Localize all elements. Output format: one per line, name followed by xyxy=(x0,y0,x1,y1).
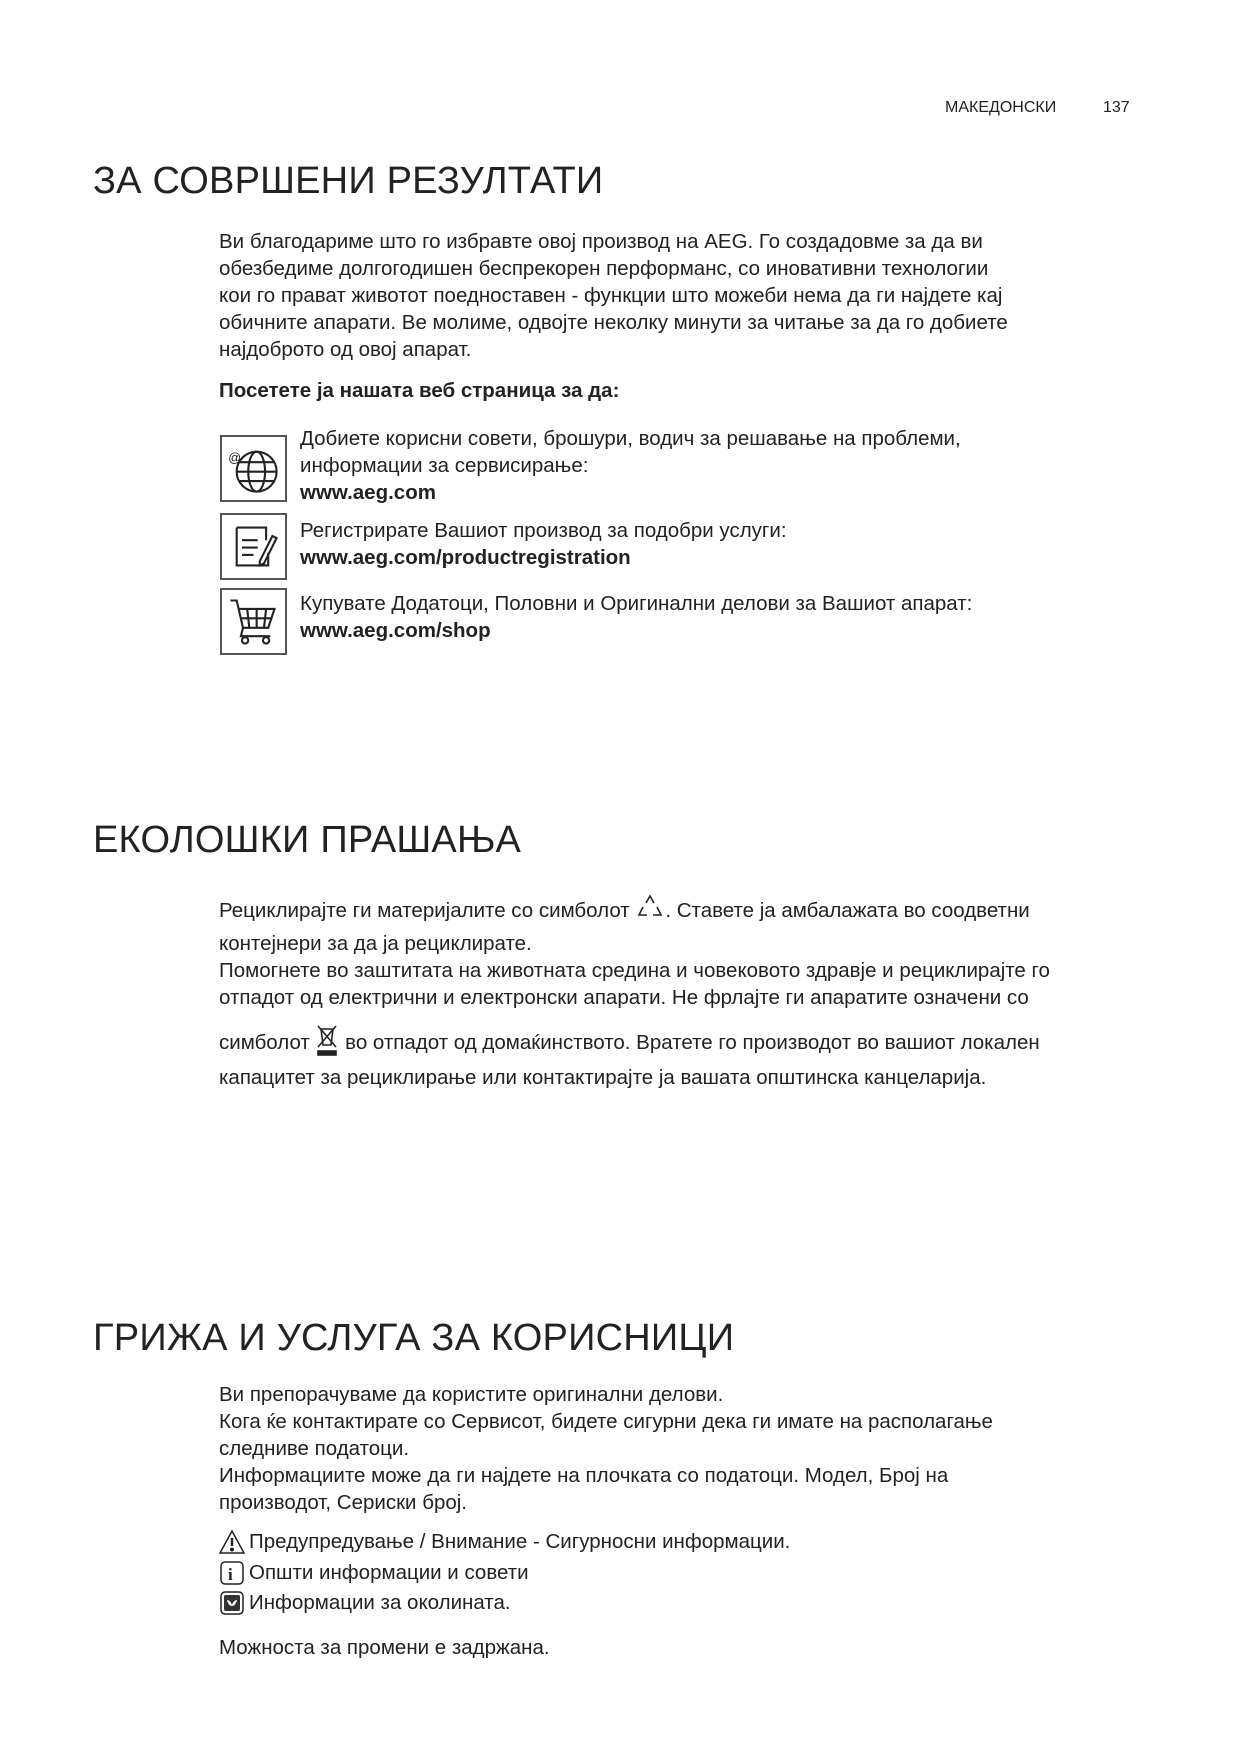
svg-text:@: @ xyxy=(228,451,242,466)
section-title-customer-care: ГРИЖА И УСЛУГА ЗА КОРИСНИЦИ xyxy=(93,1317,735,1359)
changes-reserved: Можноста за промени е задржана. xyxy=(219,1636,550,1659)
page-number: 137 xyxy=(1103,99,1130,116)
globe-icon xyxy=(220,435,287,502)
crossed-bin-icon xyxy=(315,1023,339,1064)
section-title-environment: ЕКОЛОШКИ ПРАШАЊА xyxy=(93,819,522,861)
warning-icon xyxy=(219,1529,245,1555)
link-item-support: Добиете корисни совети, брошури, водич за решавање на проблеми, информации за сервисирање: www.aeg.com xyxy=(300,427,961,504)
header-language: МАКЕДОНСКИ xyxy=(945,99,1057,116)
link-item-registration: Регистрирате Вашиот производ за подобри услуги: www.aeg.com/productregistration xyxy=(300,519,787,569)
recycle-icon xyxy=(635,893,665,930)
symbol-info-row: i Општи информации и совети xyxy=(219,1559,529,1586)
link-product-registration[interactable]: www.aeg.com/productregistration xyxy=(300,546,631,569)
visit-label: Посетете ја нашата веб страница за да: xyxy=(219,379,620,402)
svg-text:i: i xyxy=(228,1564,233,1584)
symbol-environment-row: Информации за околината. xyxy=(219,1589,511,1616)
section-title-perfect-results: ЗА СОВРШЕНИ РЕЗУЛТАТИ xyxy=(93,160,604,202)
registration-icon xyxy=(220,513,287,580)
symbol-warning-row: Предупредување / Внимание - Сигурносни информации. xyxy=(219,1528,790,1555)
info-icon xyxy=(219,1560,245,1586)
shopping-cart-icon xyxy=(220,588,287,655)
environment-paragraph: Рециклирајте ги материјалите со симболот . Ставете ја амбалажата во соодветни контејнери за да ја рециклирате. Помогнете во заштитата на животната средина и човековото здравје и рециклирајте го отпадот од електрични и електронски апарати. Не фрлајте ги апаратите означени со симболот во отпадот од домаќинството. Вратете го производот во вашиот локален капацитет за рециклирање или контактирајте ја вашата општинска канцеларија. xyxy=(219,893,1139,1091)
link-shop[interactable]: www.aeg.com/shop xyxy=(300,619,491,642)
care-paragraph: Ви препорачуваме да користите оригинални делови. Кога ќе контактирате со Сервисот, бидете сигурни дека ги имате на располагање следниве податоци. Информациите може да ги најдете на плочката со податоци. Модел, Број на производот, Сериски број. xyxy=(219,1383,993,1514)
link-aeg[interactable]: www.aeg.com xyxy=(300,481,436,504)
link-item-shop: Купувате Додатоци, Половни и Оригинални делови за Вашиот апарат: www.aeg.com/shop xyxy=(300,592,973,642)
intro-paragraph: Ви благодариме што го избравте овој производ на AEG. Го создадовме за да ви обезбедиме долгогодишен беспрекорен перформанс, со иновативни технологии кои го прават животот поедноставен - функции што можеби нема да ги најдете кај обичните апарати. Ве молиме, одвојте неколку минути за читање за да го добиете најдоброто од овој апарат. xyxy=(219,230,1008,361)
environment-icon xyxy=(219,1590,245,1616)
